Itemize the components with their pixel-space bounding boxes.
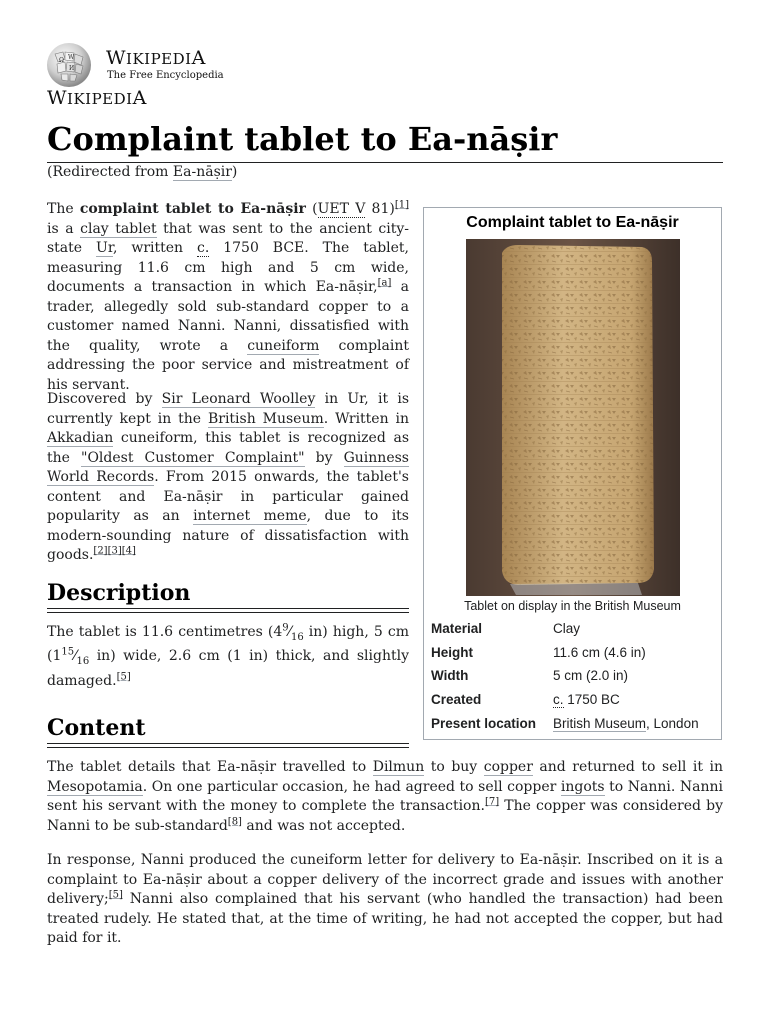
description-rule bbox=[47, 608, 409, 613]
ref-1[interactable]: [1] bbox=[394, 199, 409, 211]
link-akkadian[interactable]: Akkadian bbox=[47, 430, 114, 446]
link-ingots[interactable]: ingots bbox=[560, 778, 605, 795]
link-copper[interactable]: copper bbox=[483, 759, 533, 775]
ref-7[interactable]: [7] bbox=[484, 796, 500, 808]
article-subject: complaint tablet to Ea-nāṣir bbox=[79, 201, 306, 217]
tablet-photo[interactable] bbox=[466, 239, 680, 596]
description-paragraph: The tablet is 11.6 centimetres ($4^9⁄_{16}$ in) high, 5 cm ($1^{15}⁄_{16}$ in) wide, 2.6 cm (1 in) thick, and slightly damaged.[5] bbox=[47, 622, 409, 689]
link-guinness[interactable]: Guinness World Records bbox=[47, 449, 409, 485]
heading-description: Description bbox=[47, 580, 191, 606]
ref-5-b[interactable]: [5] bbox=[108, 889, 123, 901]
link-oldest-complaint[interactable]: "Oldest Customer Complaint" bbox=[81, 449, 305, 466]
page-title: Complaint tablet to Ea-nāṣir bbox=[47, 120, 558, 158]
ref-5[interactable]: [5] bbox=[116, 670, 131, 682]
link-leonard-woolley[interactable]: Sir Leonard Woolley bbox=[161, 391, 316, 407]
heading-content: Content bbox=[47, 715, 146, 741]
infobox-title: Complaint tablet to Ea-nāṣir bbox=[466, 214, 679, 231]
intro-paragraph: The complaint tablet to Ea-nāṣir (UET V 81)[1] is a clay tablet that was sent to the ancient city-state Ur, written c. 1750 BCE. The tablet, measuring 11.6 cm high and 5 cm wide, documents a transaction in which Ea-nāṣir,[a] a trader, allegedly sold sub-standard copper to a customer named Nanni. Nanni, dissatisfied with the quality, wrote a cuneiform complaint addressing the poor service and mistreatment of his servant. bbox=[47, 199, 410, 393]
link-mesopotamia[interactable]: Mesopotamia bbox=[47, 778, 143, 795]
infobox-row-height: Height 11.6 cm (4.6 in) bbox=[431, 645, 646, 660]
infobox-row-material: Material Clay bbox=[431, 621, 581, 636]
note-a[interactable]: [a] bbox=[377, 277, 392, 289]
content-rule bbox=[47, 743, 409, 748]
infobox-row-width: Width 5 cm (2.0 in) bbox=[431, 668, 629, 683]
link-internet-meme[interactable]: internet meme bbox=[193, 508, 307, 524]
link-clay-tablet[interactable]: clay tablet bbox=[80, 220, 157, 237]
content-paragraph-2: In response, Nanni produced the cuneiform letter for delivery to Ea-nāṣir. Inscribed on it is a complaint to Ea-nāṣir about a copper delivery of the incorrect grade and issues with another delivery;[5] Nanni also complained that his servant (who handled the transaction) had been treated rudely. He stated that, at the time of writing, he had not accepted the copper, but had paid for it. bbox=[47, 852, 723, 946]
wordmark-secondary: WIKIPEDIA bbox=[47, 87, 147, 109]
infobox-caption: Tablet on display in the British Museum bbox=[464, 599, 681, 613]
link-dilmun[interactable]: Dilmun bbox=[372, 759, 425, 775]
svg-text:И: И bbox=[69, 65, 75, 72]
infobox-row-created: Created c. 1750 BC bbox=[431, 692, 620, 707]
link-british-museum[interactable]: British Museum bbox=[207, 410, 324, 427]
infobox-row-location: Present location British Museum, London bbox=[431, 716, 699, 731]
redirect-link[interactable]: Ea-nāṣir bbox=[172, 164, 232, 180]
redirect-note: (Redirected from Ea-nāṣir) bbox=[47, 164, 238, 180]
circa-abbr-infobox[interactable]: c. bbox=[553, 692, 564, 707]
infobox bbox=[423, 207, 722, 740]
ref-8[interactable]: [8] bbox=[227, 815, 242, 827]
discovery-paragraph: Discovered by Sir Leonard Woolley in Ur, it is currently kept in the British Museum. Written in Akkadian cuneiform, this tablet is recognized as the "Oldest Customer Complaint" by Guinness World Records. From 2015 onwards, the tablet's content and Ea-nāṣir in particular gained popularity as an internet meme, due to its modern-sounding nature of dissatisfaction with goods.[2][3][4] bbox=[47, 391, 410, 563]
link-ur[interactable]: Ur bbox=[96, 240, 113, 256]
refs-2-3-4[interactable]: [2][3][4] bbox=[93, 545, 136, 557]
circa-abbr[interactable]: c. bbox=[197, 240, 210, 256]
infobox-link-british-museum[interactable]: British Museum bbox=[553, 716, 647, 731]
svg-text:Ω: Ω bbox=[59, 57, 64, 64]
link-cuneiform[interactable]: cuneiform bbox=[247, 337, 320, 354]
tagline: The Free Encyclopedia bbox=[107, 70, 224, 81]
wordmark: WIKIPEDIA bbox=[106, 47, 206, 69]
svg-text:W: W bbox=[68, 54, 75, 61]
uet-abbr[interactable]: UET V bbox=[317, 201, 366, 217]
content-paragraph-1: The tablet details that Ea-nāṣir travelled to Dilmun to buy copper and returned to sell it in Mesopotamia. On one particular occasion, he had agreed to sell copper ingots to Nanni. Nanni sent his servant with the money to complete the transaction.[7] The copper was considered by Nanni to be sub-standard[8] and was not accepted. bbox=[47, 759, 724, 834]
wikipedia-globe-icon bbox=[45, 42, 95, 88]
